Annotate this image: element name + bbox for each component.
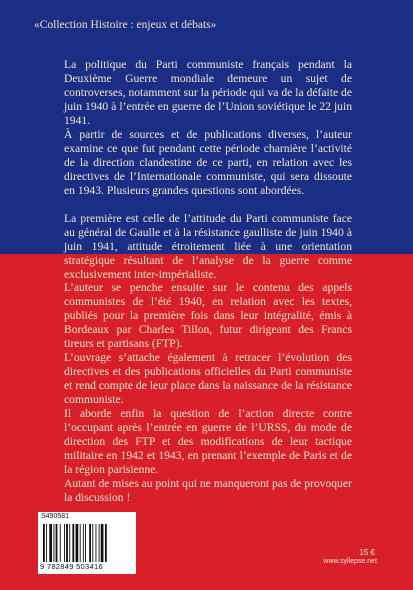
barcode-bar	[92, 524, 93, 562]
barcode-bar	[80, 524, 81, 562]
barcode-bar	[89, 524, 91, 562]
barcode-bar	[46, 524, 47, 562]
price: 15 €	[359, 548, 375, 557]
barcode-bar	[69, 524, 70, 562]
isbn-number: 9 782849 503416	[40, 562, 103, 571]
barcode-bar	[56, 524, 58, 562]
barcode-bar	[105, 524, 107, 562]
paragraph-sources: À partir de sources et de publications diverses, l’auteur examine ce que fut pendant cette période charnière l’activité de la direction clandestine de ce parti, en relation avec les directives de l’Internationale communiste, qui sera dissoute en 1943. Plusieurs grandes questions sont abordées.	[64, 128, 352, 197]
barcode-bar	[66, 524, 68, 562]
barcode-bar	[76, 524, 79, 562]
barcode-bar	[54, 524, 55, 562]
publisher-website: www.syllepse.net	[323, 558, 377, 565]
barcode-bar	[96, 524, 97, 562]
paragraph-de-gaulle: La première est celle de l’attitude du Parti communiste face au général de Gaulle et à la résistance gaulliste de juin 1940 à juin 1941, attitude étroitement liée à une orientation stratégique résultant de l’analyse de la guerre comme exclusivement inter-impérialiste.	[64, 212, 352, 281]
barcode-bar	[49, 524, 52, 562]
barcode-bars	[43, 524, 131, 562]
barcode-bar	[60, 524, 61, 562]
paragraph-direct-action: Il aborde enfin la question de l’action directe contre l’occupant après l’entrée en guerre de l’URSS, du mode de direction des FTP et des modifications de leur tactique militaire en 1942 et 1943, en prenant l’exemple de Paris et de la région parisienne.	[64, 407, 352, 476]
paragraph-appeals: L’auteur se penche ensuite sur le contenu des appels communistes de l’été 1940, en relation avec les textes, publiés pour la première fois dans leur intégralité, émis à Bordeaux par Charles Tillon, futur dirigeant des Francs tireurs et partisans (FTP).	[64, 281, 352, 350]
barcode	[38, 512, 136, 574]
series-title: «Collection Histoire : enjeux et débats»	[34, 19, 217, 31]
barcode-bar	[43, 524, 45, 562]
barcode-bar	[99, 524, 100, 562]
barcode-bar	[64, 524, 65, 562]
barcode-code: S490581	[41, 513, 70, 520]
paragraph-directives: L’ouvrage s’attache également à retracer l’évolution des directives et des publications officielles du Parti communiste et rend compte de leur place dans la naissance de la résistance communiste.	[64, 351, 352, 406]
paragraph-intro: La politique du Parti communiste français pendant la Deuxième Guerre mondiale demeure un sujet de controverses, notamment sur la période qui va de la défaite de juin 1940 à l’entrée en guerre de l’Union soviétique le 22 juin 1941.	[64, 58, 352, 127]
barcode-bar	[101, 524, 104, 562]
barcode-bar	[72, 524, 74, 562]
barcode-bar	[85, 524, 86, 562]
paragraph-conclusion: Autant de mises au point qui ne manqueront pas de provoquer la discussion !	[64, 477, 352, 504]
barcode-bar	[83, 524, 84, 562]
